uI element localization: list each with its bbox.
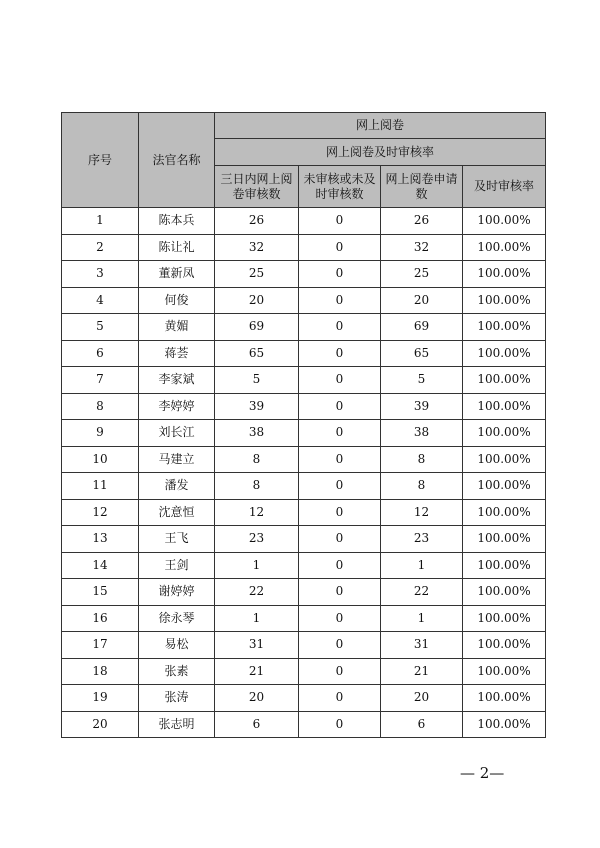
- table-row: [62, 420, 546, 447]
- row-index-cell: 5: [62, 314, 139, 341]
- row-index-cell: 16: [62, 605, 139, 632]
- row-index-cell: 4: [62, 287, 139, 314]
- judge-name-cell: 马建立: [139, 446, 215, 473]
- reviewed-count-cell: 26: [215, 208, 299, 235]
- judge-name-cell: 陈让礼: [139, 234, 215, 261]
- reviewed-count-cell: 32: [215, 234, 299, 261]
- row-index-cell: 11: [62, 473, 139, 500]
- application-count-cell: 22: [381, 579, 463, 606]
- page-number: — 2—: [460, 764, 505, 782]
- header-applications: 网上阅卷申请数: [381, 166, 463, 208]
- row-index-cell: 19: [62, 685, 139, 712]
- timely-rate-cell: 100.00%: [463, 446, 546, 473]
- judge-name-cell: 潘发: [139, 473, 215, 500]
- reviewed-count-cell: 1: [215, 605, 299, 632]
- not-reviewed-count-cell: 0: [299, 340, 381, 367]
- row-index-cell: 14: [62, 552, 139, 579]
- header-reviewed-within-3days: 三日内网上阅卷审核数: [215, 166, 299, 208]
- not-reviewed-count-cell: 0: [299, 367, 381, 394]
- reviewed-count-cell: 5: [215, 367, 299, 394]
- timely-rate-cell: 100.00%: [463, 605, 546, 632]
- not-reviewed-count-cell: 0: [299, 234, 381, 261]
- judge-name-cell: 徐永琴: [139, 605, 215, 632]
- row-index-cell: 3: [62, 261, 139, 288]
- header-index: 序号: [62, 113, 139, 208]
- application-count-cell: 38: [381, 420, 463, 447]
- row-index-cell: 8: [62, 393, 139, 420]
- table-row: [62, 234, 546, 261]
- not-reviewed-count-cell: 0: [299, 685, 381, 712]
- timely-rate-cell: 100.00%: [463, 367, 546, 394]
- application-count-cell: 20: [381, 685, 463, 712]
- table-row: [62, 526, 546, 553]
- judge-name-cell: 谢婷婷: [139, 579, 215, 606]
- header-judge-name: 法官名称: [139, 113, 215, 208]
- timely-rate-cell: 100.00%: [463, 711, 546, 738]
- judge-name-cell: 沈意恒: [139, 499, 215, 526]
- not-reviewed-count-cell: 0: [299, 579, 381, 606]
- not-reviewed-count-cell: 0: [299, 446, 381, 473]
- application-count-cell: 1: [381, 552, 463, 579]
- timely-rate-cell: 100.00%: [463, 473, 546, 500]
- not-reviewed-count-cell: 0: [299, 526, 381, 553]
- not-reviewed-count-cell: 0: [299, 658, 381, 685]
- judge-name-cell: 王剑: [139, 552, 215, 579]
- application-count-cell: 12: [381, 499, 463, 526]
- header-timely-rate: 及时审核率: [463, 166, 546, 208]
- table-row: [62, 287, 546, 314]
- table-row: [62, 605, 546, 632]
- application-count-cell: 21: [381, 658, 463, 685]
- application-count-cell: 23: [381, 526, 463, 553]
- row-index-cell: 7: [62, 367, 139, 394]
- judge-name-cell: 黄媚: [139, 314, 215, 341]
- judge-name-cell: 李婷婷: [139, 393, 215, 420]
- table-row: [62, 261, 546, 288]
- application-count-cell: 25: [381, 261, 463, 288]
- timely-rate-cell: 100.00%: [463, 632, 546, 659]
- judge-name-cell: 董新凤: [139, 261, 215, 288]
- timely-rate-cell: 100.00%: [463, 314, 546, 341]
- row-index-cell: 12: [62, 499, 139, 526]
- reviewed-count-cell: 6: [215, 711, 299, 738]
- table-row: [62, 552, 546, 579]
- application-count-cell: 5: [381, 367, 463, 394]
- table-row: [62, 499, 546, 526]
- judge-name-cell: 李家斌: [139, 367, 215, 394]
- application-count-cell: 20: [381, 287, 463, 314]
- timely-rate-cell: 100.00%: [463, 340, 546, 367]
- judge-name-cell: 张志明: [139, 711, 215, 738]
- not-reviewed-count-cell: 0: [299, 208, 381, 235]
- judge-name-cell: 张素: [139, 658, 215, 685]
- reviewed-count-cell: 31: [215, 632, 299, 659]
- application-count-cell: 8: [381, 446, 463, 473]
- reviewed-count-cell: 20: [215, 287, 299, 314]
- reviewed-count-cell: 69: [215, 314, 299, 341]
- table-row: [62, 367, 546, 394]
- row-index-cell: 15: [62, 579, 139, 606]
- judge-name-cell: 刘长江: [139, 420, 215, 447]
- row-index-cell: 9: [62, 420, 139, 447]
- row-index-cell: 6: [62, 340, 139, 367]
- judge-name-cell: 易松: [139, 632, 215, 659]
- reviewed-count-cell: 38: [215, 420, 299, 447]
- table-row: [62, 314, 546, 341]
- not-reviewed-count-cell: 0: [299, 605, 381, 632]
- row-index-cell: 18: [62, 658, 139, 685]
- row-index-cell: 20: [62, 711, 139, 738]
- application-count-cell: 1: [381, 605, 463, 632]
- application-count-cell: 31: [381, 632, 463, 659]
- application-count-cell: 26: [381, 208, 463, 235]
- reviewed-count-cell: 23: [215, 526, 299, 553]
- table-row: [62, 473, 546, 500]
- timely-rate-cell: 100.00%: [463, 526, 546, 553]
- reviewed-count-cell: 22: [215, 579, 299, 606]
- header-not-reviewed: 未审核或未及时审核数: [299, 166, 381, 208]
- row-index-cell: 13: [62, 526, 139, 553]
- reviewed-count-cell: 20: [215, 685, 299, 712]
- not-reviewed-count-cell: 0: [299, 711, 381, 738]
- review-rate-table: [61, 112, 546, 738]
- reviewed-count-cell: 12: [215, 499, 299, 526]
- timely-rate-cell: 100.00%: [463, 579, 546, 606]
- reviewed-count-cell: 8: [215, 446, 299, 473]
- header-group-top: 网上阅卷: [215, 113, 546, 139]
- table-row: [62, 579, 546, 606]
- not-reviewed-count-cell: 0: [299, 261, 381, 288]
- table-row: [62, 340, 546, 367]
- row-index-cell: 2: [62, 234, 139, 261]
- timely-rate-cell: 100.00%: [463, 420, 546, 447]
- not-reviewed-count-cell: 0: [299, 499, 381, 526]
- timely-rate-cell: 100.00%: [463, 393, 546, 420]
- reviewed-count-cell: 1: [215, 552, 299, 579]
- not-reviewed-count-cell: 0: [299, 552, 381, 579]
- timely-rate-cell: 100.00%: [463, 552, 546, 579]
- row-index-cell: 17: [62, 632, 139, 659]
- judge-name-cell: 陈本兵: [139, 208, 215, 235]
- table-row: [62, 658, 546, 685]
- table-row: [62, 711, 546, 738]
- reviewed-count-cell: 65: [215, 340, 299, 367]
- table-row: [62, 632, 546, 659]
- application-count-cell: 39: [381, 393, 463, 420]
- not-reviewed-count-cell: 0: [299, 632, 381, 659]
- table-row: [62, 208, 546, 235]
- timely-rate-cell: 100.00%: [463, 499, 546, 526]
- not-reviewed-count-cell: 0: [299, 287, 381, 314]
- row-index-cell: 10: [62, 446, 139, 473]
- judge-name-cell: 王飞: [139, 526, 215, 553]
- application-count-cell: 32: [381, 234, 463, 261]
- reviewed-count-cell: 21: [215, 658, 299, 685]
- application-count-cell: 69: [381, 314, 463, 341]
- row-index-cell: 1: [62, 208, 139, 235]
- not-reviewed-count-cell: 0: [299, 473, 381, 500]
- timely-rate-cell: 100.00%: [463, 658, 546, 685]
- timely-rate-cell: 100.00%: [463, 234, 546, 261]
- table-row: [62, 446, 546, 473]
- not-reviewed-count-cell: 0: [299, 393, 381, 420]
- reviewed-count-cell: 25: [215, 261, 299, 288]
- application-count-cell: 6: [381, 711, 463, 738]
- application-count-cell: 65: [381, 340, 463, 367]
- timely-rate-cell: 100.00%: [463, 261, 546, 288]
- table-row: [62, 393, 546, 420]
- timely-rate-cell: 100.00%: [463, 208, 546, 235]
- not-reviewed-count-cell: 0: [299, 314, 381, 341]
- timely-rate-cell: 100.00%: [463, 287, 546, 314]
- not-reviewed-count-cell: 0: [299, 420, 381, 447]
- reviewed-count-cell: 8: [215, 473, 299, 500]
- table-row: [62, 685, 546, 712]
- judge-name-cell: 张涛: [139, 685, 215, 712]
- reviewed-count-cell: 39: [215, 393, 299, 420]
- application-count-cell: 8: [381, 473, 463, 500]
- judge-name-cell: 蒋荟: [139, 340, 215, 367]
- judge-name-cell: 何俊: [139, 287, 215, 314]
- timely-rate-cell: 100.00%: [463, 685, 546, 712]
- header-group-sub: 网上阅卷及时审核率: [215, 139, 546, 166]
